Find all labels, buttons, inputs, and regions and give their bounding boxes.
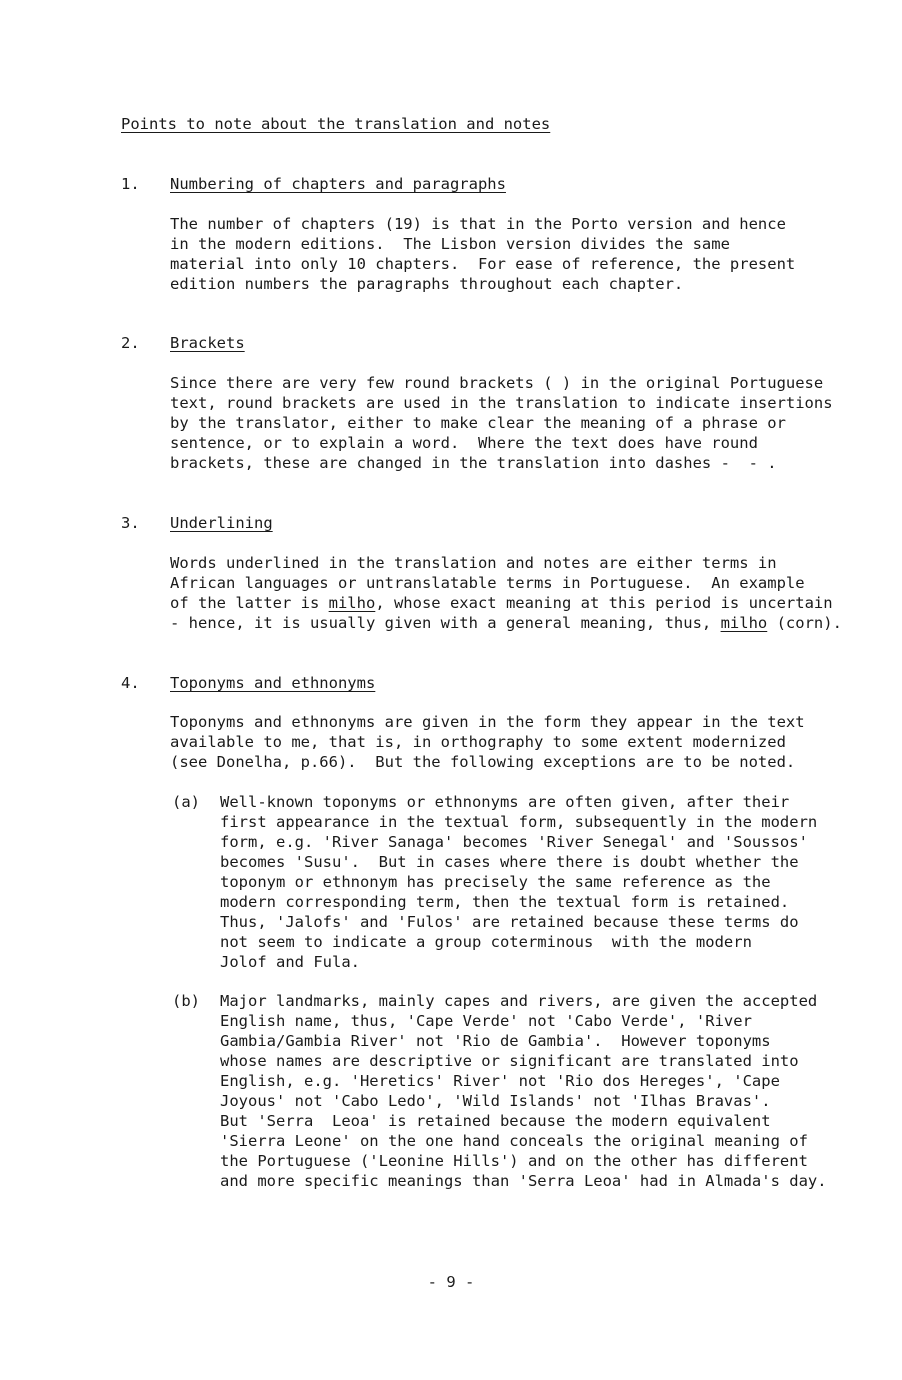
section-heading: Underlining [170, 514, 273, 532]
text-line: Words underlined in the translation and notes are either terms in [170, 554, 777, 572]
text-line [170, 613, 890, 633]
section-number: 3. [121, 514, 140, 532]
text-line: Thus, 'Jalofs' and 'Fulos' are retained because these terms do [220, 913, 799, 931]
section-number: 1. [121, 175, 140, 193]
section-body [170, 712, 890, 772]
text-line: Well-known toponyms or ethnonyms are often given, after their [220, 793, 790, 811]
text-line: text, round brackets are used in the translation to indicate insertions [170, 394, 833, 412]
text-line: brackets, these are changed in the translation into dashes - - . [170, 454, 777, 472]
text-line: Since there are very few round brackets ( ) in the original Portuguese [170, 374, 824, 392]
text-line: Major landmarks, mainly capes and rivers, are given the accepted [220, 992, 818, 1010]
text-line: first appearance in the textual form, subsequently in the modern [220, 813, 818, 831]
text-line: whose names are descriptive or significant are translated into [220, 1052, 799, 1070]
text-line: 'Sierra Leone' on the one hand conceals the original meaning of [220, 1132, 808, 1150]
text-line: Jolof and Fula. [220, 953, 360, 971]
section-heading: Toponyms and ethnonyms [170, 674, 376, 692]
text-run: , whose exact meaning at this period is uncertain [375, 594, 833, 612]
text-line: Gambia/Gambia River' not 'Rio de Gambia'. However toponyms [220, 1032, 771, 1050]
text-line: and more specific meanings than 'Serra Leoa' had in Almada's day. [220, 1172, 827, 1190]
text-run: of the latter is [170, 594, 329, 612]
section-body [170, 214, 890, 294]
text-line: Toponyms and ethnonyms are given in the form they appear in the text [170, 713, 805, 731]
text-line: form, e.g. 'River Sanaga' becomes 'River Senegal' and 'Soussos' [220, 833, 808, 851]
section-heading: Numbering of chapters and paragraphs [170, 175, 506, 193]
text-line [170, 593, 890, 613]
subitem-body [220, 991, 890, 1191]
page-title: Points to note about the translation and notes [121, 115, 551, 133]
text-line: in the modern editions. The Lisbon version divides the same [170, 235, 730, 253]
text-line: African languages or untranslatable terms in Portuguese. An example [170, 574, 805, 592]
subitem-body [220, 792, 890, 972]
text-run: - hence, it is usually given with a general meaning, thus, [170, 614, 721, 632]
text-line: available to me, that is, in orthography to some extent modernized [170, 733, 786, 751]
underlined-term: milho [328, 594, 376, 612]
section-body [170, 373, 890, 473]
text-line: the Portuguese ('Leonine Hills') and on the other has different [220, 1152, 808, 1170]
underlined-term: milho [720, 614, 768, 632]
text-line: English name, thus, 'Cape Verde' not 'Cabo Verde', 'River [220, 1012, 752, 1030]
text-line: (see Donelha, p.66). But the following exceptions are to be noted. [170, 753, 796, 771]
text-run: (corn). [767, 614, 842, 632]
section-number: 2. [121, 334, 140, 352]
subitem-label: (b) [172, 992, 200, 1010]
text-line: sentence, or to explain a word. Where the text does have round [170, 434, 758, 452]
text-line: But 'Serra Leoa' is retained because the modern equivalent [220, 1112, 771, 1130]
text-line: becomes 'Susu'. But in cases where there is doubt whether the [220, 853, 799, 871]
text-line: edition numbers the paragraphs throughout each chapter. [170, 275, 684, 293]
text-line: Joyous' not 'Cabo Ledo', 'Wild Islands' not 'Ilhas Bravas'. [220, 1092, 771, 1110]
page-number: - 9 - [427, 1273, 475, 1291]
text-line: English, e.g. 'Heretics' River' not 'Rio dos Hereges', 'Cape [220, 1072, 780, 1090]
text-line: The number of chapters (19) is that in the Porto version and hence [170, 215, 786, 233]
section-number: 4. [121, 674, 140, 692]
text-line: modern corresponding term, then the textual form is retained. [220, 893, 790, 911]
section-body [170, 553, 890, 633]
subitem-label: (a) [172, 793, 200, 811]
text-line: material into only 10 chapters. For ease of reference, the present [170, 255, 796, 273]
text-line: toponym or ethnonym has precisely the same reference as the [220, 873, 771, 891]
text-line: by the translator, either to make clear the meaning of a phrase or [170, 414, 786, 432]
text-line: not seem to indicate a group coterminous with the modern [220, 933, 752, 951]
section-heading: Brackets [170, 334, 245, 352]
